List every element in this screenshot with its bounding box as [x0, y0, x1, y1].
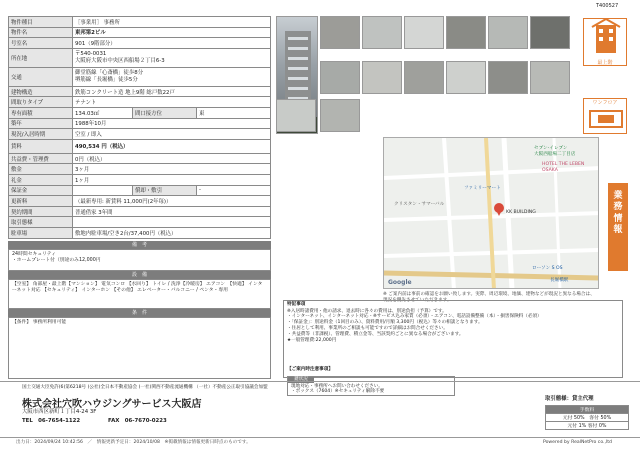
company-fax: FAX 06-7670-0223 — [108, 418, 167, 424]
label-address: 所在地 — [9, 48, 73, 67]
map-label-station: 長堀橋駅 — [550, 278, 569, 283]
map-label-familymart: ファミリーマート — [464, 186, 501, 191]
commission-table — [545, 405, 629, 430]
value-type: ［事業用］ 事務所 — [73, 17, 271, 28]
value-deposit-deduct: - — [197, 185, 271, 196]
map-label-kk-building: KK BUILDING — [506, 210, 536, 215]
remarks-fee: ★一般管理費:22,000円 — [287, 338, 337, 344]
label-room: 号室名 — [9, 38, 73, 49]
interior-photo-6 — [530, 16, 570, 49]
value-rent: 490,534 円（税込） — [73, 139, 271, 153]
guide-heading: 【ご案内時注意事項】 — [287, 367, 333, 372]
company-license: 国土交通大臣免許(6)第6218号 (公社)全日本不動産協会 (一社)関西不動産流通機構 （一社）不動産公正取引協議会加盟 — [22, 385, 268, 390]
top-floor-label: 最上階 — [597, 60, 613, 66]
interior-photo-9 — [404, 61, 444, 94]
value-transaction — [73, 217, 271, 228]
interior-photo-5 — [488, 16, 528, 49]
remarks-box — [283, 300, 623, 378]
label-shikikin: 敷金 — [9, 164, 73, 175]
google-logo: Google — [388, 279, 412, 286]
bikou-text: 24時間セキュリティ ・ホームプレート付（別途のみ12,000円 — [8, 249, 271, 271]
label-transaction: 取引態様 — [9, 217, 73, 228]
value-shikikin: 3ヶ月 — [73, 164, 271, 175]
setsubi-heading: 設 備 — [8, 271, 271, 279]
top-floor-badge — [583, 18, 627, 66]
footer-divider — [0, 437, 640, 438]
value-facing: 東 — [197, 107, 271, 118]
interior-photo-1 — [320, 16, 360, 49]
label-rent: 賃料 — [9, 139, 73, 153]
label-hoshoukin: 保証金 — [9, 185, 73, 196]
footer-output-date: 出力日：2024/09/24 10:42:56 ／ 情報更新予定日：2024/10/08 ※掲載情報は情報更新日時点のものです。 — [16, 440, 251, 445]
value-common-fee: 0円（税込） — [73, 153, 271, 164]
value-reikin: 1ヶ月 — [73, 174, 271, 185]
value-name: 東邦第2ビル — [73, 27, 271, 38]
guide-box — [287, 376, 455, 396]
label-reikin: 礼金 — [9, 174, 73, 185]
value-renewal: （最新専用: 新賃料 11,000円(2年毎)） — [73, 196, 271, 207]
label-contract: 契約期間 — [9, 206, 73, 217]
commission-row-1: 元付 50% 客付 50% — [546, 414, 629, 422]
value-contract: 普通借家 3年間 — [73, 206, 271, 217]
company-tel: TEL 06-7654-1122 — [22, 418, 81, 424]
business-info-tab-label: 業務情報 — [613, 191, 623, 235]
one-floor-icon — [584, 107, 628, 131]
doc-number: T400527 — [596, 3, 619, 9]
guide-text: 現地対応・事務所へお問い合わせください。 ・ボックス（7604）※セキュリティ解除不要 — [291, 383, 385, 395]
building-top-icon — [584, 19, 628, 55]
bikou-heading: 備 考 — [8, 241, 271, 249]
label-common-fee: 共益費・管理費 — [9, 153, 73, 164]
map-canvas — [384, 138, 599, 289]
label-name: 物件名 — [9, 27, 73, 38]
map-label-shop: クリスタン・サマーバル — [394, 202, 445, 207]
interior-photo-13 — [276, 99, 316, 132]
map-label-seven-branch: 大阪西船場二丁目店 — [534, 152, 576, 157]
label-access: 交通 — [9, 67, 73, 86]
value-layout: テナント — [73, 97, 271, 108]
remarks-title: 特記事項 — [287, 302, 306, 307]
setsubi-text: 【空室】 角部屋・最上階【マンション】 電気コンロ 【水回り】 トイレ / 洗浄【冷暖房】 エアコン 【快適】 インターネット対応 【セキュリティ】 インターホン 【その他】 エレベーター・バルコニー / ペンタ・専用 — [8, 279, 271, 309]
location-map[interactable] — [383, 137, 599, 289]
interior-photo-14 — [320, 99, 360, 132]
commission-row-2: 元付 1% 客付 0% — [546, 422, 629, 430]
label-area: 専有面積 — [9, 107, 73, 118]
interior-photo-3 — [404, 16, 444, 49]
company-divider — [0, 381, 640, 382]
footer-powered-by: Powered by RealNetPro co.,ltd — [543, 440, 612, 445]
label-status: 現況/入居時期 — [9, 129, 73, 140]
interior-photo-2 — [362, 16, 402, 49]
label-renewal: 更新料 — [9, 196, 73, 207]
value-parking: 敷地内駐車場/空き2台/37,400円（税込） — [73, 227, 271, 238]
value-status: 空室 / 即入 — [73, 129, 271, 140]
map-label-lawson: ローソン S OS — [532, 266, 563, 271]
jouken-heading: 条 件 — [8, 309, 271, 317]
value-built: 1988年10月 — [73, 118, 271, 129]
map-label-seven: セブン-イレブン — [534, 146, 568, 151]
map-note: ※ ご案内前は事前の確認をお願い致します。実際、周辺環境、地価、建物などが現況と異なる場合は、現況を優先させていただきます。 — [383, 292, 595, 303]
value-access: 御堂筋線「心斎橋」徒歩8分 堺筋線「長堀橋」徒歩5分 — [73, 67, 271, 86]
label-parking: 駐車場 — [9, 227, 73, 238]
label-type: 物件種目 — [9, 17, 73, 28]
label-layout: 間取りタイプ — [9, 97, 73, 108]
interior-photo-10 — [446, 61, 486, 94]
business-info-tab[interactable] — [608, 183, 628, 271]
value-room: 901（9階部分） — [73, 38, 271, 49]
commission-head: 手数料 — [546, 406, 629, 414]
value-area: 134.03㎡ — [73, 107, 133, 118]
value-hoshoukin — [73, 185, 133, 196]
interior-photo-7 — [320, 61, 360, 94]
label-deposit-deduct: 償却・敷引 — [133, 185, 197, 196]
label-structure: 建物構造 — [9, 86, 73, 97]
map-label-hotel: HOTEL THE LEBEN OSAKA — [542, 162, 585, 173]
value-address: 〒540-0031 大阪府大阪市中央区西船場２丁目6-3 — [73, 48, 271, 67]
company-name: 株式会社穴吹ハウジングサービス大阪店 — [22, 399, 202, 410]
value-structure: 鉄筋コンクリート造 地上9階 総戸数22戸 — [73, 86, 271, 97]
property-spec-table — [8, 16, 271, 239]
terms-title: 取引態様：貸主代理 — [545, 396, 594, 402]
interior-photo-12 — [530, 61, 570, 94]
company-address: 大阪市西区新町１丁目4-24 3F — [22, 409, 97, 415]
one-floor-badge — [583, 98, 627, 134]
one-floor-label: ワンフロア — [592, 100, 618, 106]
interior-photo-11 — [488, 61, 528, 94]
label-facing: 間口接方位 — [133, 107, 197, 118]
remarks-text: ※入居時諸費用・他の請求、退去時に各々の費用は、別途負担（予算）です。 ・インターネット、インターネット対応 - ※サービス込み家賃（必須）・エアコン、電話設備整備（本）・損害保険料（必須） ・「保証金」：別途料金（1回目のみ）、資料費用/月額 3,300円（税込）等々の相談となります。 ・住居として利用、事業所のご相談も可能ですので詳細はお問合せください。 ・共益費等（非課税）、管理費、積立金等、当該契約ごとに異なる場合がございます。 — [287, 308, 542, 337]
jouken-text: 【条件】 事務所利用可能 — [8, 317, 271, 379]
guide-sub-label: 鍵状況 — [288, 377, 314, 383]
interior-photo-4 — [446, 16, 486, 49]
label-built: 築年 — [9, 118, 73, 129]
interior-photo-8 — [362, 61, 402, 94]
